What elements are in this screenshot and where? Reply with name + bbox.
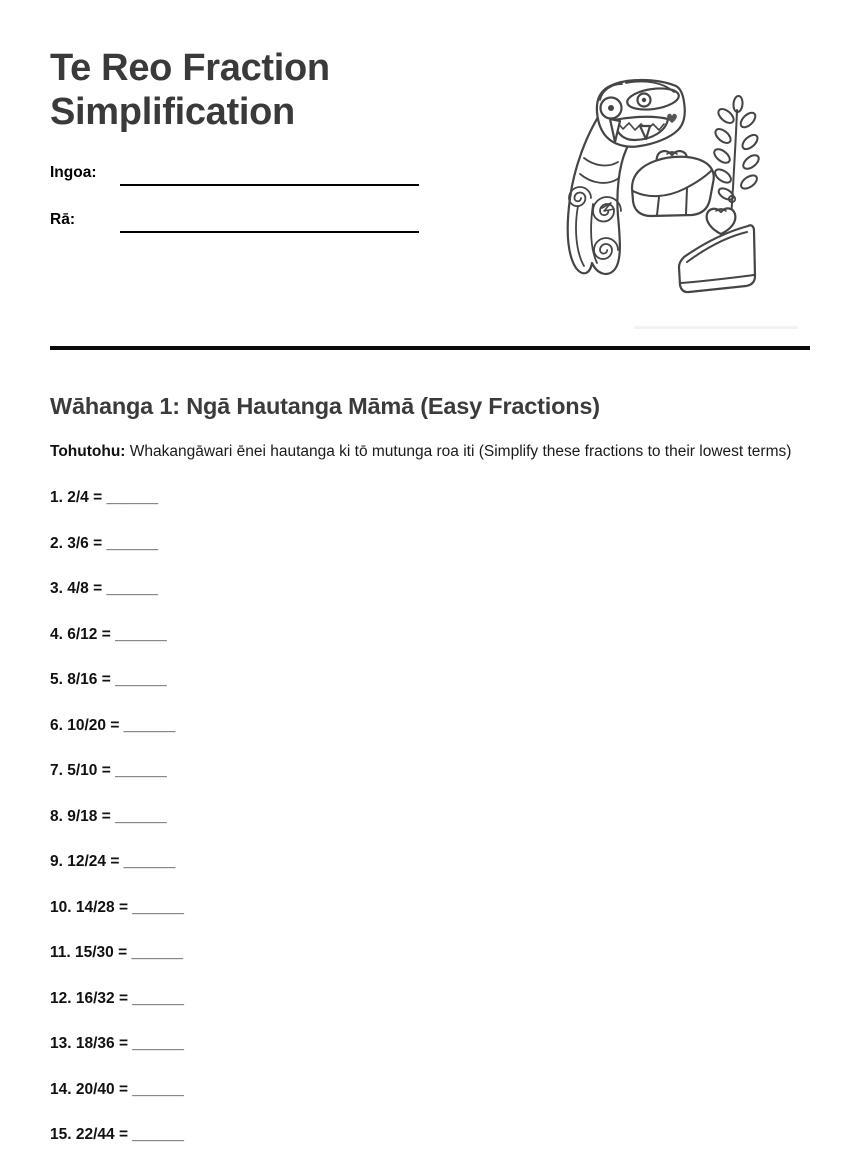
problem-item: 11. 15/30 = ______ (50, 944, 184, 961)
page-title: Te Reo Fraction Simplification (50, 47, 330, 133)
instructions-paragraph (50, 439, 808, 465)
instructions-label: Tohutohu: (50, 443, 126, 460)
cake-slice-icon (679, 208, 755, 292)
problem-item: 7. 5/10 = ______ (50, 762, 167, 779)
cake-icon (632, 151, 714, 216)
date-field-label: Rā: (50, 211, 75, 228)
problem-item: 10. 14/28 = ______ (50, 898, 185, 916)
fern-branch-icon (712, 96, 761, 216)
instructions-text: Whakangāwari ēnei hautanga ki tō mutunga roa iti (Simplify these fractions to their lowest terms) (129, 443, 792, 460)
problem-item: 8. 9/18 = ______ (50, 807, 167, 825)
faded-watermark-artifact (634, 326, 798, 329)
problem-item: 4. 6/12 = ______ (50, 625, 167, 643)
name-field-label: Ingoa: (50, 164, 97, 181)
name-blank-line[interactable] (120, 160, 419, 186)
problem-item: 15. 22/44 = ______ (50, 1126, 185, 1143)
problem-item: 9. 12/24 = ______ (50, 853, 176, 870)
problem-item: 12. 16/32 = ______ (50, 989, 185, 1007)
problem-item: 5. 8/16 = ______ (50, 671, 167, 688)
problem-list (50, 486, 810, 1147)
problem-item: 13. 18/36 = ______ (50, 1035, 185, 1052)
problem-item: 1. 2/4 = ______ (50, 489, 159, 506)
date-blank-line[interactable] (120, 207, 419, 233)
problem-item: 2. 3/6 = ______ (50, 534, 159, 552)
problem-item: 6. 10/20 = ______ (50, 716, 176, 734)
problem-item: 3. 4/8 = ______ (50, 580, 159, 597)
section-heading: Wāhanga 1: Ngā Hautanga Māmā (Easy Fractions) (50, 393, 600, 419)
problem-item: 14. 20/40 = ______ (50, 1080, 185, 1098)
section-divider (50, 346, 810, 350)
worksheet-illustration (556, 58, 824, 306)
